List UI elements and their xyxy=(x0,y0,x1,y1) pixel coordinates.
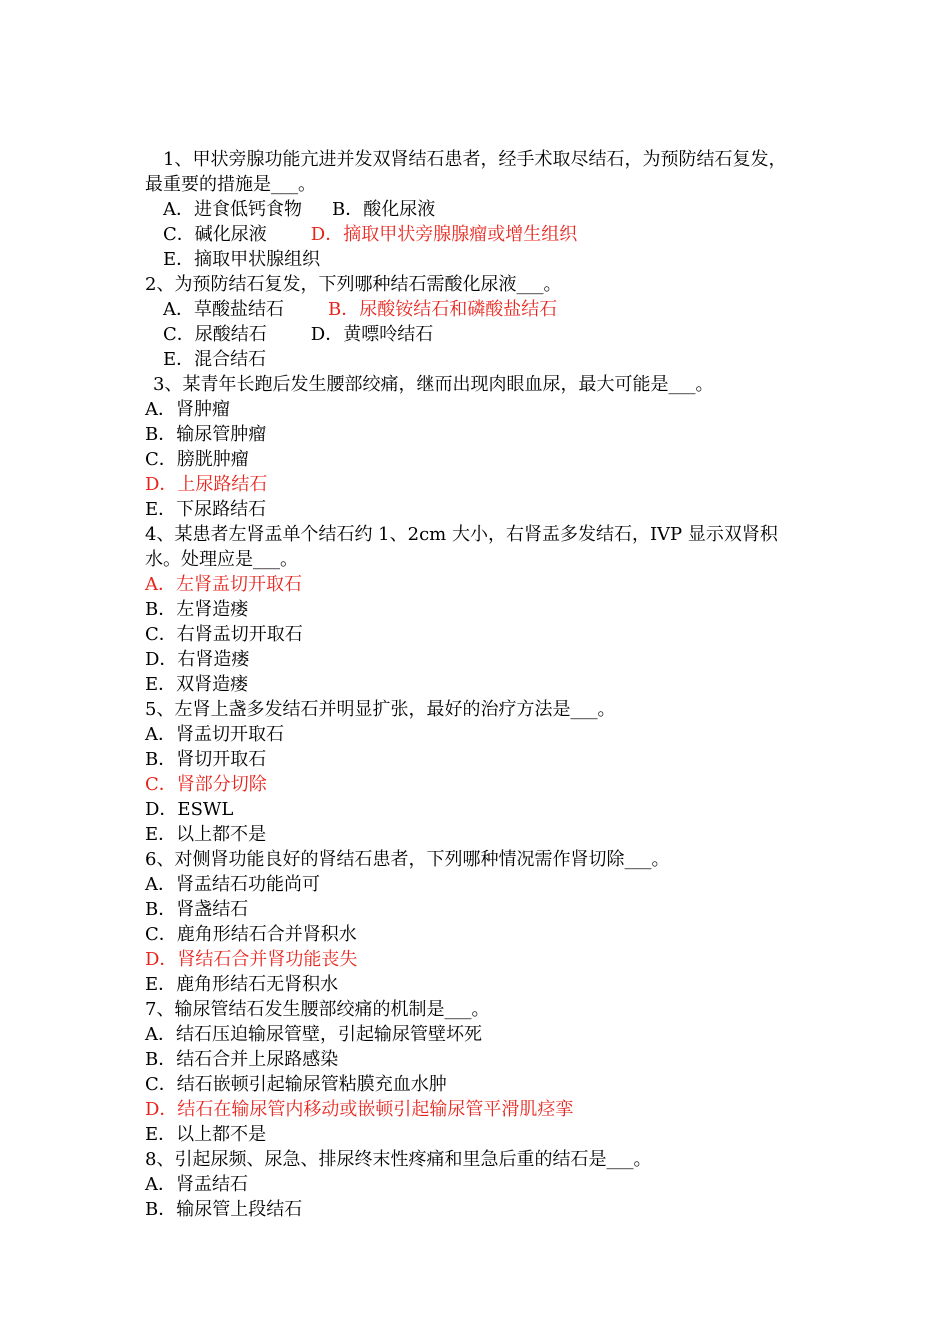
question-5-option-a: A．肾盂切开取石 xyxy=(145,724,284,745)
question-7-option-d-answer: D．结石在输尿管内移动或嵌顿引起输尿管平滑肌痉挛 xyxy=(145,1099,574,1120)
question-6-stem: 6、对侧肾功能良好的肾结石患者，下列哪种情况需作肾切除___。 xyxy=(145,849,670,870)
question-3-option-a: A．肾肿瘤 xyxy=(145,399,230,420)
question-2-options-row-2 xyxy=(145,322,820,347)
question-7-option-a: A．结石压迫输尿管壁，引起输尿管壁坏死 xyxy=(145,1024,482,1045)
question-1-option-a: A．进食低钙食物 xyxy=(163,199,302,220)
question-1-stem-line-2: 最重要的措施是___。 xyxy=(145,174,316,195)
question-1-options-row-2 xyxy=(145,222,820,247)
question-6-option-c: C．鹿角形结石合并肾积水 xyxy=(145,924,357,945)
question-3-stem: 3、某青年长跑后发生腰部绞痛，继而出现肉眼血尿，最大可能是___。 xyxy=(153,374,714,395)
question-8-option-a: A．肾盂结石 xyxy=(145,1174,248,1195)
question-5-option-c-answer: C．肾部分切除 xyxy=(145,774,267,795)
question-3-option-d-answer: D．上尿路结石 xyxy=(145,474,268,495)
question-7-option-c: C．结石嵌顿引起输尿管粘膜充血水肿 xyxy=(145,1074,447,1095)
question-5-option-b: B．肾切开取石 xyxy=(145,749,267,770)
question-5-option-e: E．以上都不是 xyxy=(145,824,267,845)
question-2-option-e: E．混合结石 xyxy=(163,349,267,370)
question-6-option-d-answer: D．肾结石合并肾功能丧失 xyxy=(145,949,358,970)
question-4-option-e: E．双肾造瘘 xyxy=(145,674,249,695)
question-4-stem-line-1: 4、某患者左肾盂单个结石约 1、2cm 大小，右肾盂多发结石，IVP 显示双肾积 xyxy=(145,524,778,545)
question-7-option-e: E．以上都不是 xyxy=(145,1124,267,1145)
question-2-option-a: A．草酸盐结石 xyxy=(163,299,284,320)
question-4-stem-line-2: 水。处理应是___。 xyxy=(145,549,298,570)
question-2-option-d: D．黄嘌呤结石 xyxy=(310,324,434,345)
question-1-options-row-1 xyxy=(145,197,820,222)
question-8-stem: 8、引起尿频、尿急、排尿终末性疼痛和里急后重的结石是___。 xyxy=(145,1149,652,1170)
question-5-option-d: D．ESWL xyxy=(145,799,234,820)
question-7-stem: 7、输尿管结石发生腰部绞痛的机制是___。 xyxy=(145,999,490,1020)
question-1-option-e: E．摘取甲状腺组织 xyxy=(163,249,321,270)
question-1-option-b: B．酸化尿液 xyxy=(332,199,436,220)
question-1-option-d-answer: D．摘取甲状旁腺腺瘤或增生组织 xyxy=(310,224,578,245)
question-6-option-a: A．肾盂结石功能尚可 xyxy=(145,874,320,895)
question-2-stem: 2、为预防结石复发，下列哪种结石需酸化尿液___。 xyxy=(145,274,562,295)
question-1-option-c: C．碱化尿液 xyxy=(163,224,267,245)
question-1-stem-line-1: 1、甲状旁腺功能亢进并发双肾结石患者，经手术取尽结石，为预防结石复发， xyxy=(163,149,787,170)
question-4-option-b: B．左肾造瘘 xyxy=(145,599,249,620)
question-2-option-c: C．尿酸结石 xyxy=(163,324,267,345)
question-5-stem: 5、左肾上盏多发结石并明显扩张，最好的治疗方法是___。 xyxy=(145,699,616,720)
question-4-option-c: C．右肾盂切开取石 xyxy=(145,624,303,645)
question-6-option-b: B．肾盏结石 xyxy=(145,899,249,920)
question-8-option-b: B．输尿管上段结石 xyxy=(145,1199,303,1220)
question-6-option-e: E．鹿角形结石无肾积水 xyxy=(145,974,339,995)
question-4-option-d: D．右肾造瘘 xyxy=(145,649,250,670)
question-4-option-a-answer: A．左肾盂切开取石 xyxy=(145,574,302,595)
question-3-option-b: B．输尿管肿瘤 xyxy=(145,424,267,445)
question-2-options-row-1 xyxy=(145,297,820,322)
question-3-option-c: C．膀胱肿瘤 xyxy=(145,449,249,470)
question-2-option-b-answer: B．尿酸铵结石和磷酸盐结石 xyxy=(328,299,558,320)
question-list xyxy=(145,147,820,1222)
question-7-option-b: B．结石合并上尿路感染 xyxy=(145,1049,339,1070)
question-3-option-e: E．下尿路结石 xyxy=(145,499,267,520)
